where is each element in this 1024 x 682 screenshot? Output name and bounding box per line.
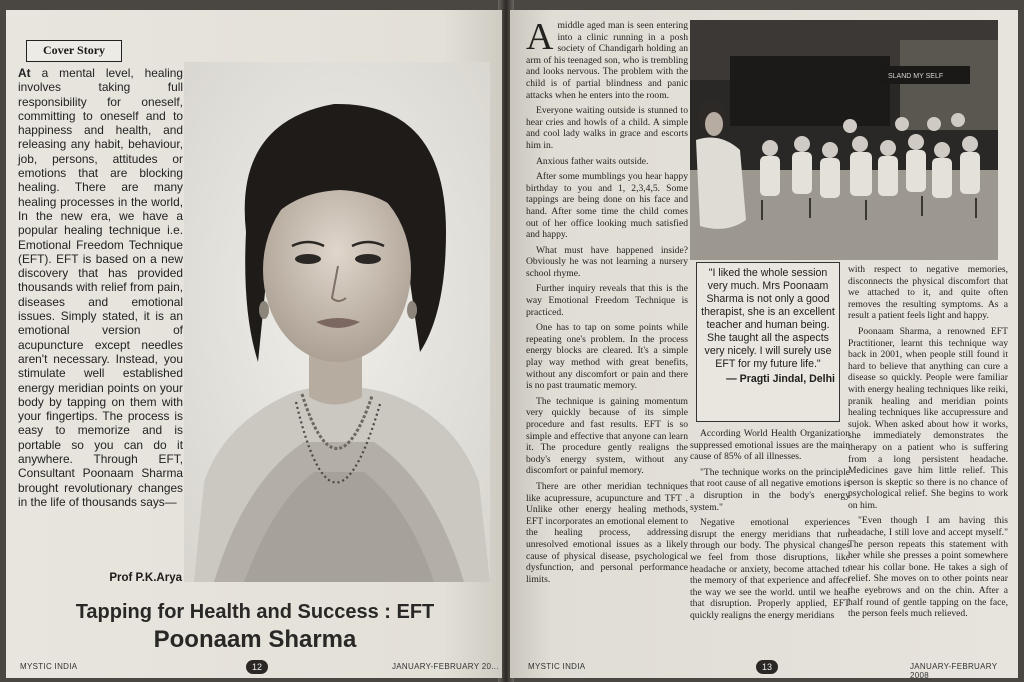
article-paragraph: Further inquiry reveals that this is the way Emotional Freedom Technique is practiced. (526, 283, 688, 318)
article-paragraph: "The technique works on the principle that root cause of all negative emotions is a disruption in the body's energy system." (690, 466, 850, 513)
article-paragraph: According World Health Organization suppressed emotional issues are the main cause of 85% of all illnesses. (690, 428, 850, 463)
footer-magazine-name: MYSTIC INDIA (20, 662, 78, 671)
footer-magazine-name: MYSTIC INDIA (528, 662, 586, 671)
footer-issue-date: JANUARY-FEBRUARY 2008 (910, 662, 998, 678)
photo-wall-sign: SLAND MY SELF (888, 73, 944, 80)
article-paragraph: Everyone waiting outside is stunned to hear cries and howls of a child. A simple and cool lady walks in grace and escorts him in. (526, 105, 688, 151)
drop-cap: A (526, 16, 554, 58)
article-column-1 (526, 16, 688, 589)
article-paragraph: Negative emotional experiences disrupt the energy meridians that run through our body. The physical changes we feel from those disruptions, like headache or anxiety, become attached to the memory of that experience and affect the way we see the world. until we heal that disruption. Properly applied, EFT quickly realigns the energy meridians (690, 517, 850, 621)
section-tag: Cover Story (26, 40, 122, 62)
first-paragraph-text: middle aged man is seen entering into a clinic running in a posh society of Chandigarh holding an arm of his teenaged son, who is trembling and looks nervous. The problem with the child is of partial blindness and panic attacks when he enters into the room. (526, 20, 688, 101)
author-name: Poonaam Sharma (153, 626, 357, 653)
article-paragraph: with respect to negative memories, disconnects the physical discomfort that we attached to it, and quite often removes the resulting symptoms. As a result a patient feels light and happy. (848, 264, 1008, 322)
article-paragraph: One has to tap on some points while repeating one's problem. In the process energy blocks are cleared. It's a simple play way method with great benefits, without any discomfort or pain and there is no past traumatic memory. (526, 322, 688, 392)
intro-paragraph (18, 66, 183, 509)
intro-lead-word: At (18, 66, 31, 80)
byline: Prof P.K.Arya (109, 572, 182, 584)
left-page (6, 10, 502, 678)
testimonial-text: "I liked the whole session very much. Mrs Poonaam Sharma is not only a good therapist, she is an excellent teacher and human being. She taught all the aspects very nicely. I will surely use EFT for my future life." (701, 267, 835, 370)
intro-text: a mental level, healing involves taking full responsibility for oneself, committing to oneself and to happiness and health, and releasing any habit, behaviour, job, persons, attitudes or emotions that are blocking healing. There are many healing processes in the world, In the new era, we have a popular healing technique i.e. Emotional Freedom Technique (EFT). EFT is based on a new discovery that has provided thousands with relief from pain, diseases and emotional issues. Simply stated, it is an emotional version of acupuncture except needles aren't necessary. Instead, you stimulate well established energy meridian points on your body by tapping on them with your fingertips. The process is easy to memorize and is portable so you can do it anywhere. Through EFT, Consultant Poonaam Sharma brought revolutionary changes in the life of thousands says— (18, 66, 183, 509)
article-paragraph: There are other meridian techniques like acupressure, acupuncture and TFT . Unlike other energy healing methods, EFT incorporates an emotional element to the healing process, addressing unresolved emotional issues as a likely cause of physical disease, psychological dysfunction, and personal performance limits. (526, 480, 688, 585)
testimonial-box (696, 262, 840, 422)
article-paragraph: What must have happened inside? Obviously he was not learning a nursery school rhyme. (526, 244, 688, 279)
article-paragraph: Anxious father waits outside. (536, 155, 649, 167)
headline: Tapping for Health and Success : EFT (75, 601, 435, 623)
right-page (510, 10, 1018, 678)
portrait-photo (184, 62, 490, 582)
article-column-2 (690, 428, 850, 626)
footer-issue-date: JANUARY-FEBRUARY 20... (392, 662, 499, 671)
article-paragraph: After some mumblings you hear happy birthday to you and 1, 2,3,4,5. Some tappings are being done on his face and hand. After some time the child comes out of her office looking much satisfied and happy. (526, 171, 688, 241)
testimonial-author: — Pragti Jindal, Delhi (726, 373, 835, 385)
page-number: 13 (756, 660, 778, 674)
article-column-3 (848, 264, 1008, 624)
article-paragraph (526, 16, 688, 101)
page-number: 12 (246, 660, 268, 674)
article-paragraph: The technique is gaining momentum very quickly because of its simple procedure and fast results. EFT is so simple and effective that anyone can learn it. The procedure gently realigns the body's energy system, without any discomfort or painful memory. (526, 395, 688, 477)
workshop-photo (690, 20, 998, 260)
article-paragraph: Poonaam Sharma, a renowned EFT Practitioner, learnt this technique way back in 2001, when people still found it hard to believe that anything can cure a disease so quickly. People were familiar with energy healing techniques like reiki, pranik healing and meridian points healing techniques like accupressure and sujok. When asked about how it works, she immediately demonstrates the therapy on a patient who is suffering from a long persistent headache. Medicines gave him little relief. This person is skeptic so there is no chance of psychological relief. She begins to work on him. (848, 325, 1008, 511)
article-paragraph: "Even though I am having this headache, I still love and accept myself." The person repeats this statement with her while she presses a point somewhere near his collar bone. He takes a sigh of relief. She moves on to other points near the eyebrows and on the chin. After a half round of gentle tapping on the face, the person feels much relieved. (848, 515, 1008, 620)
